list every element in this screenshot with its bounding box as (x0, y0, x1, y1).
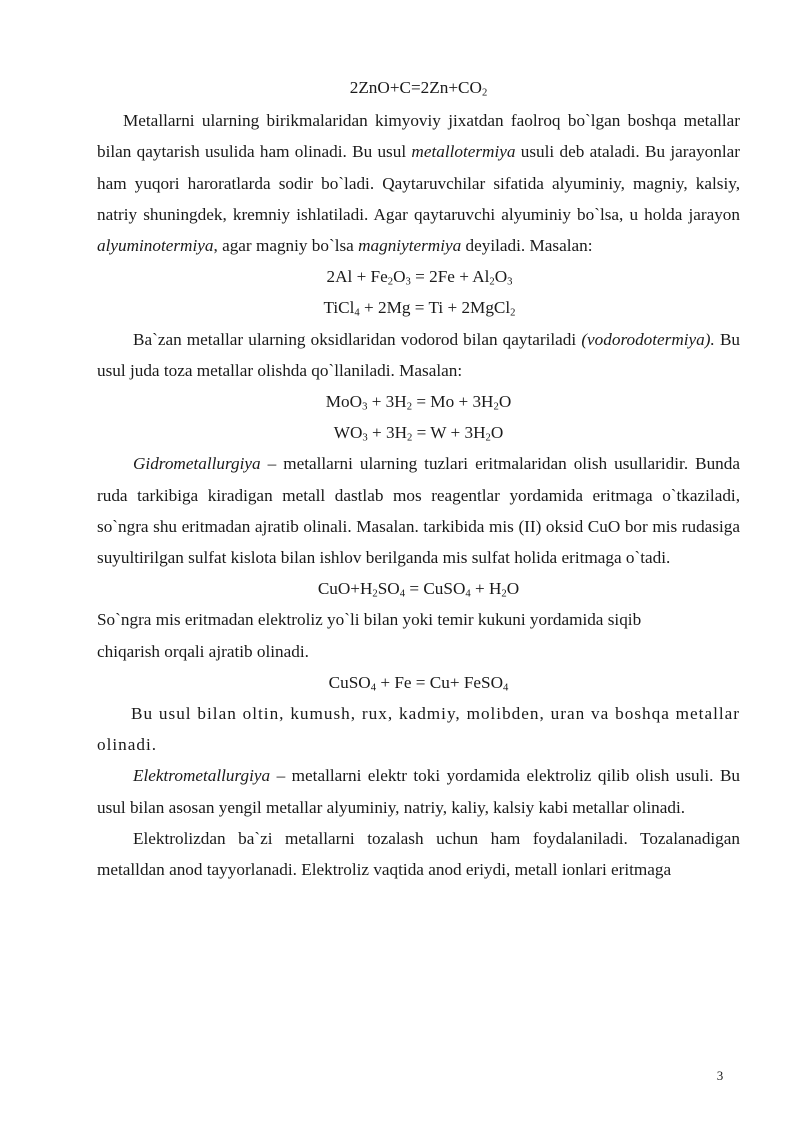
equation-cuso4-iron: CuSO$_4$ + Fe = Cu+ FeSO$_4$ (328, 672, 509, 694)
equation-zno-reduction: $2ZnO+C=2Zn+CO_2$ (349, 78, 488, 99)
paragraph-metallotermiya: Metallarni ularning birikmalaridan kimyoviy jixatdan faolroq bo`lgan boshqa metallar bilan qaytarish usulida ham olinadi. Bu usul metallotermiya usuli deb ataladi. Bu jarayonlar ham yuqori haroratlarda sodir bo`ladi. Qaytaruvchilar sifatida alyuminiy, magniy, kalsiy, natriy shuningdek, kremniy ishlatiladi. Agar qaytaruvchi alyuminiy bo`lsa, u holda jarayon alyuminotermiya, agar magniy bo`lsa magniytermiya deyiladi. Masalan: (97, 111, 740, 256)
page-number: 3 (716, 1068, 724, 1083)
equation-moo3-reduction: $MoO_3 + 3H_2 = Mo + 3H_2O$ (325, 392, 512, 413)
document-page (97, 72, 740, 885)
equation-magnesiothermy: TiCl$_4$ + 2Mg = Ti + 2MgCl$_2$ (323, 298, 516, 320)
paragraph-electrolytic-refining: Elektrolizdan ba`zi metallarni tozalash uchun ham foydalaniladi. Tozalanadigan metalldan anod tayyorlanadi. Elektroliz vaqtida anod eriydi, metall ionlari eritmaga (97, 828, 740, 880)
paragraph-metals-obtained: Bu usul bilan oltin, kumush, rux, kadmiy, molibden, uran va boshqa metallar olinadi. (97, 704, 740, 755)
paragraph-vodorodotermiya: Ba`zan metallar ularning oksidlaridan vodorod bilan qaytariladi (vodorodotermiya). Bu usul juda toza metallar olishda qo`llaniladi. Masalan: (97, 329, 741, 380)
equation-wo3-reduction: $WO_3 + 3H_2 = W + 3H_2O$ (333, 423, 504, 444)
equation-cuo-sulfuric: $CuO+H_2SO_4$ = CuSO$_4$ + $H_2O$ (317, 579, 520, 600)
paragraph-electrolysis-copper: So`ngra mis eritmadan elektroliz yo`li bilan yoki temir kukuni yordamida siqib chiqarish orqali ajratib olinadi. (97, 610, 642, 661)
paragraph-elektrometallurgiya: Elektrometallurgiya – metallarni elektr toki yordamida elektroliz qilib olish usuli. Bu usul bilan asosan yengil metallar alyuminiy, natriy, kaliy, kalsiy kabi metallar olinadi. (97, 766, 740, 817)
equation-aluminothermy: $2Al + Fe_2O_3 = 2Fe + Al_2O_3$ (326, 267, 513, 288)
paragraph-gidrometallurgiya: Gidrometallurgiya – metallarni ularning tuzlari eritmalaridan olish usullaridir. Bunda ruda tarkibiga kiradigan metall dastlab mos reagentlar yordamida eritmaga o`tkaziladi, so`ngra shu eritmadan ajratib olinali. Masalan. tarkibida mis (II) oksid CuO bor mis rudasiga suyultirilgan sulfat kislota bilan ishlov berilganda mis sulfat holida eritmaga o`tadi. (97, 454, 740, 568)
